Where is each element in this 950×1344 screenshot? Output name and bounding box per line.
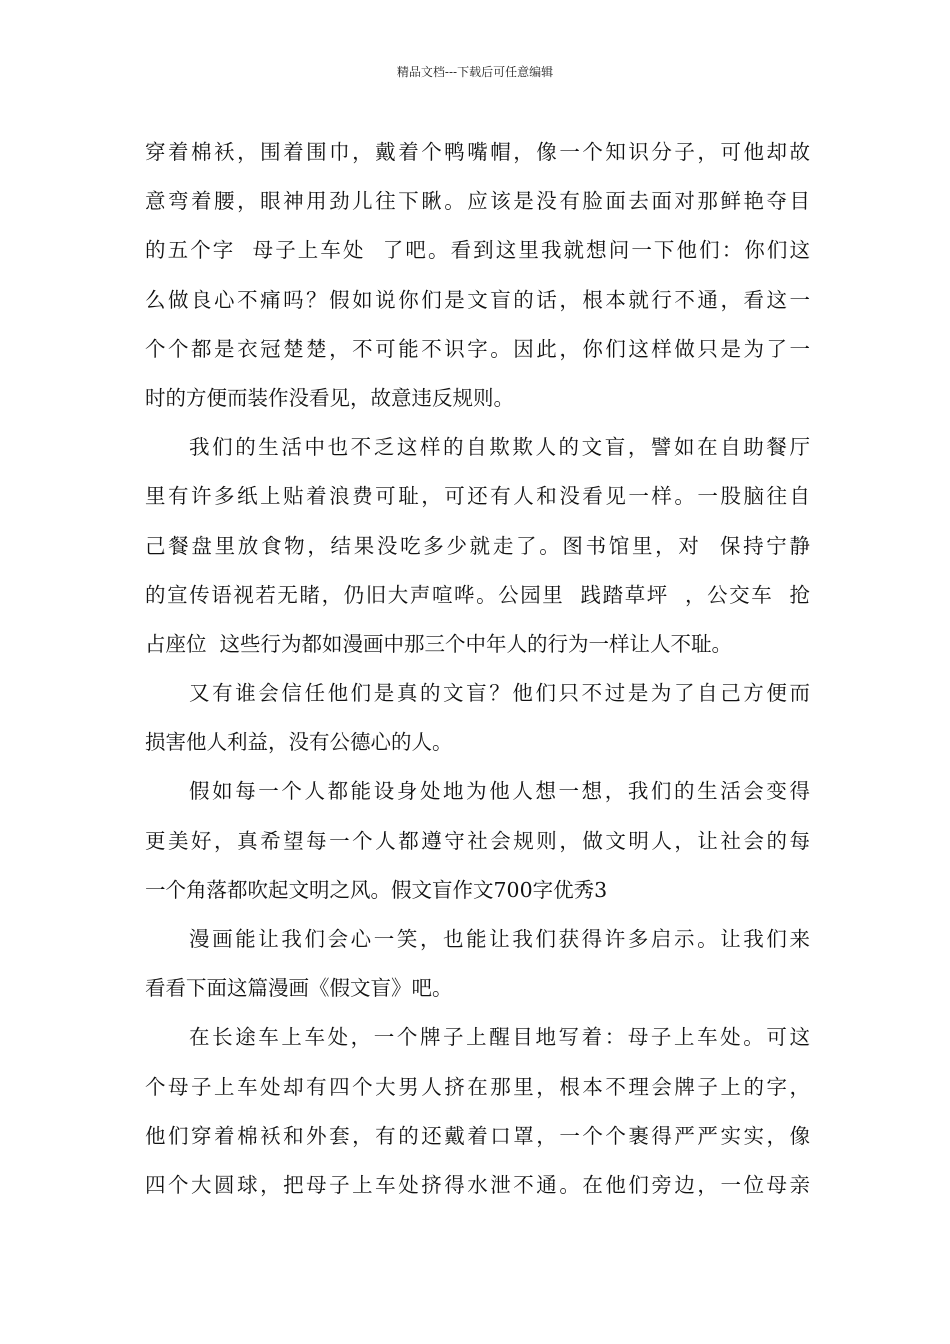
text-line: 一个角落都吹起文明之风。假文盲作文700字优秀3	[145, 877, 608, 902]
text-line: 在长途车上车处，一个牌子上醒目地写着：母子上车处。可这	[189, 1025, 810, 1050]
document-body	[145, 134, 810, 1216]
text-line: 假如每一个人都能设身处地为他人想一想，我们的生活会变得	[189, 779, 810, 804]
text-line: 又有谁会信任他们是真的文盲？他们只不过是为了自己方便而	[189, 681, 810, 706]
text-line: 看看下面这篇漫画《假文盲》吧。	[145, 976, 453, 1001]
text-line: 漫画能让我们会心一笑，也能让我们获得许多启示。让我们来	[189, 927, 810, 951]
text-line: 他们穿着棉袄和外套，有的还戴着口罩，一个个裹得严严实实，像	[145, 1123, 810, 1148]
text-line: 己餐盘里放食物，结果没吃多少就走了。图书馆里，对 保持宁静	[145, 533, 810, 558]
text-line: 意弯着腰，眼神用劲儿往下瞅。应该是没有脸面去面对那鲜艳夺目	[145, 189, 810, 214]
text-line: 我们的生活中也不乏这样的自欺欺人的文盲，譬如在自助餐厅	[189, 435, 810, 460]
text-line: 穿着棉袄，围着围巾，戴着个鸭嘴帽，像一个知识分子，可他却故	[145, 140, 810, 164]
page-header: 精品文档---下载后可任意编辑	[396, 65, 554, 79]
text-line: 损害他人利益，没有公德心的人。	[145, 730, 453, 755]
text-line: 么做良心不痛吗？假如说你们是文盲的话，根本就行不通，看这一	[145, 287, 810, 312]
text-line: 更美好，真希望每一个人都遵守社会规则，做文明人，让社会的每	[145, 828, 810, 853]
text-line: 时的方便而装作没看见，故意违反规则。	[145, 385, 514, 410]
text-line: 的宣传语视若无睹，仍旧大声喧哗。公园里 践踏草坪 ，公交车 抢	[145, 582, 810, 607]
text-line: 的五个字 母子上车处 了吧。看到这里我就想问一下他们：你们这	[145, 238, 810, 263]
text-line: 四个大圆球，把母子上车处挤得水泄不通。在他们旁边，一位母亲	[145, 1172, 810, 1197]
text-line: 个母子上车处却有四个大男人挤在那里，根本不理会牌子上的字，	[145, 1074, 810, 1099]
text-line: 里有许多纸上贴着浪费可耻，可还有人和没看见一样。一股脑往自	[145, 484, 810, 509]
text-line: 占座位 这些行为都如漫画中那三个中年人的行为一样让人不耻。	[145, 631, 733, 656]
text-line: 个个都是衣冠楚楚，不可能不识字。因此，你们这样做只是为了一	[145, 336, 810, 361]
